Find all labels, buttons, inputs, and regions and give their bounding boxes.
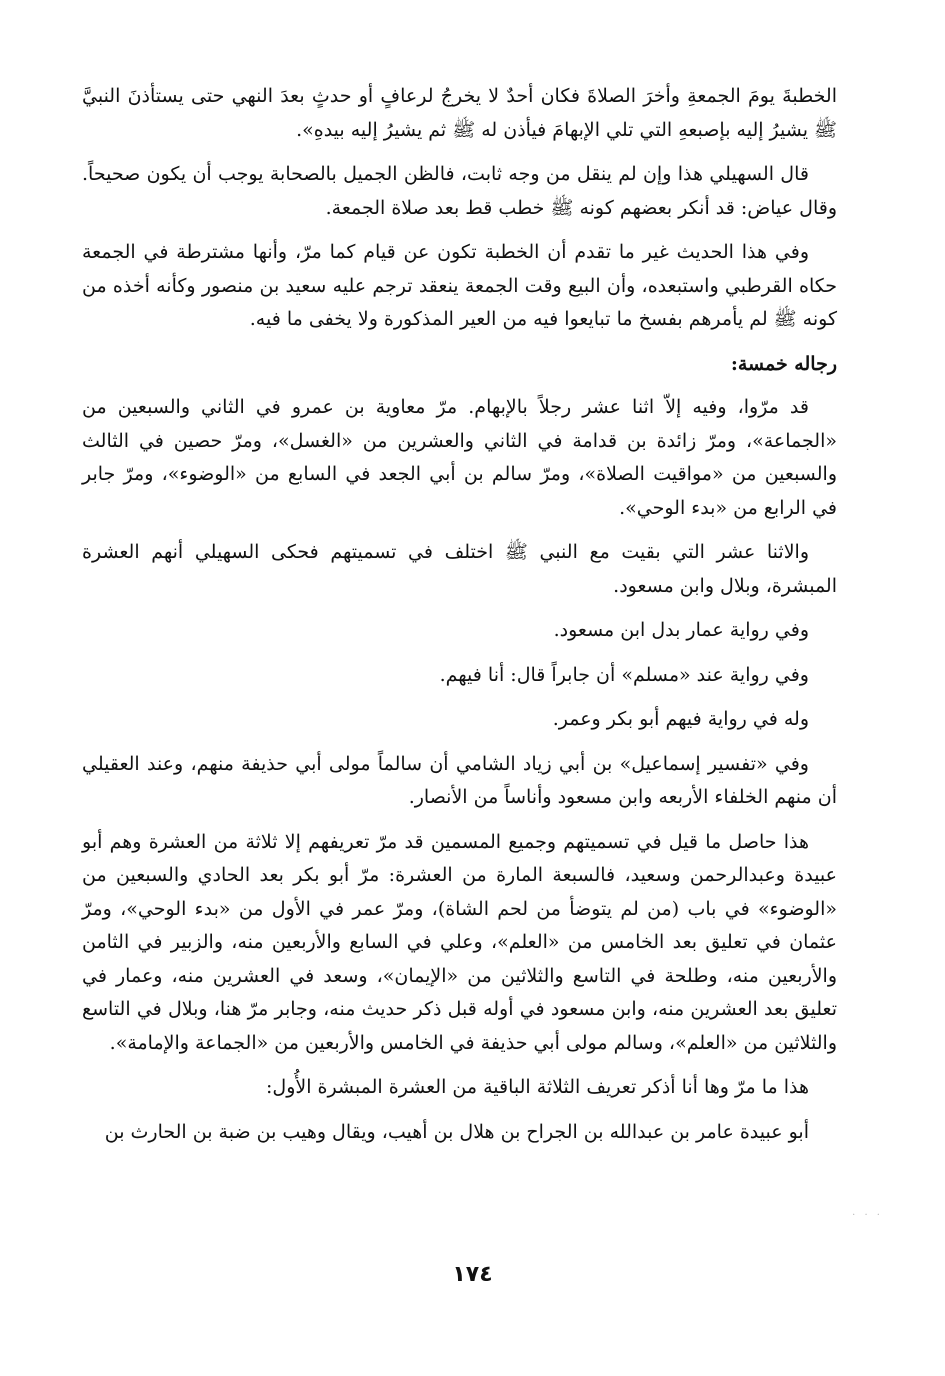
paragraph-ammar: وفي رواية عمار بدل ابن مسعود.: [553, 619, 809, 641]
margin-mark: · · ·: [852, 1210, 883, 1221]
paragraph-summary: هذا حاصل ما قيل في تسميتهم وجميع المسمين قد مرّ تعريفهم إلا ثلاثة من العشرة وهم أبو عبيدة وعبدالرحمن وسعيد، فالسبعة المارة من العشرة: مرّ أبو بكر بعد الحادي والسبعين من «الوضوء» في باب (من لم يتوضأ من لحم الشاة)، ومرّ عمر في الأول من «بدء الوحي»، ومرّ عثمان في تعليق بعد الخامس من «العلم»، وعلي في السابع والأربعين منه، والزبير في الثامن والأربعين منه، وطلحة في التاسع والثلاثين من «الإيمان»، وسعد في العشرين منه، وعمار في تعليق بعد العشرين منه، وابن مسعود في أوله قبل ذكر حديث منه، وجابر مرّ هنا، وبلال في التاسع والثلاثين من «العلم»، وسالم مولى أبي حذيفة في الخامس والأربعين من «الجماعة والإمامة».: [82, 830, 837, 1054]
paragraph-remaining-three: هذا ما مرّ وها أنا أذكر تعريف الثلاثة الباقية من العشرة المبشرة الأُول:: [265, 1076, 809, 1098]
page-number: ١٧٤: [452, 1262, 493, 1287]
paragraph-suhayli: قال السهيلي هذا وإن لم ينقل من وجه ثابت، فالظن الجميل بالصحابة يوجب أن يكون صحيحاً. وقال عياض: قد أنكر بعضهم كونه ﷺ خطب قط بعد صلاة الجمعة.: [82, 163, 837, 219]
paragraph-muslim: وفي رواية عند «مسلم» أن جابراً قال: أنا فيهم.: [439, 663, 809, 686]
paragraph-narrators: قد مرّوا، وفيه إلاّ اثنا عشر رجلاً بالإبهام. مرّ معاوية بن عمرو في الثاني والسبعين من «الجماعة»، ومرّ زائدة بن قدامة في الثاني والعشرين من «الغسل»، ومرّ حصين في الثالث والسبعين من «مواقيت الصلاة»، ومرّ سالم بن أبي الجعد في السابع من «الوضوء»، ومرّ جابر في الرابع من «بدء الوحي».: [82, 396, 837, 519]
body-text: [82, 80, 837, 1160]
paragraph-tafsir-ismail: وفي «تفسير إسماعيل» بن أبي زياد الشامي أن سالماً مولى أبي حذيفة منهم، وعند العقيلي أن منهم الخلفاء الأربعه وابن مسعود وأناساً من الأنصار.: [82, 752, 837, 808]
paragraph-twelve-men: والاثنا عشر التي بقيت مع النبي ﷺ اختلف في تسميتهم فحكى السهيلي أنهم العشرة المبشرة، وبلال وابن مسعود.: [82, 541, 837, 597]
paragraph-abu-bakr-umar: وله في رواية فيهم أبو بكر وعمر.: [552, 708, 809, 730]
paragraph-khutba-continuation: الخطبةَ يومَ الجمعةِ وأخرَ الصلاةَ فكان أحدٌ لا يخرجُ لرعافٍ أو حدثٍ بعدَ النهي حتى يستأذنَ النبيَّ ﷺ يشيرُ إليه بإصبعهِ التي تلي الإبهامَ فيأذن له ﷺ ثم يشيرُ إليه بيدهِ».: [82, 85, 837, 141]
paragraph-hadith-notes: وفي هذا الحديث غير ما تقدم أن الخطبة تكون عن قيام كما مرّ، وأنها مشترطة في الجمعة حكاه القرطبي واستبعده، وأن البيع وقت الجمعة ينعقد ترجم عليه سعيد بن منصور وكأنه أخذه من كونه ﷺ لم يأمرهم بفسخ ما تبايعوا فيه من العير المذكورة ولا يخفى ما فيه.: [82, 241, 837, 330]
paragraph-abu-ubayda: أبو عبيدة عامر بن عبدالله بن الجراح بن هلال بن أهيب، ويقال وهيب بن ضبة بن الحارث بن: [104, 1120, 809, 1143]
section-heading: رجاله خمسة:: [730, 352, 837, 375]
